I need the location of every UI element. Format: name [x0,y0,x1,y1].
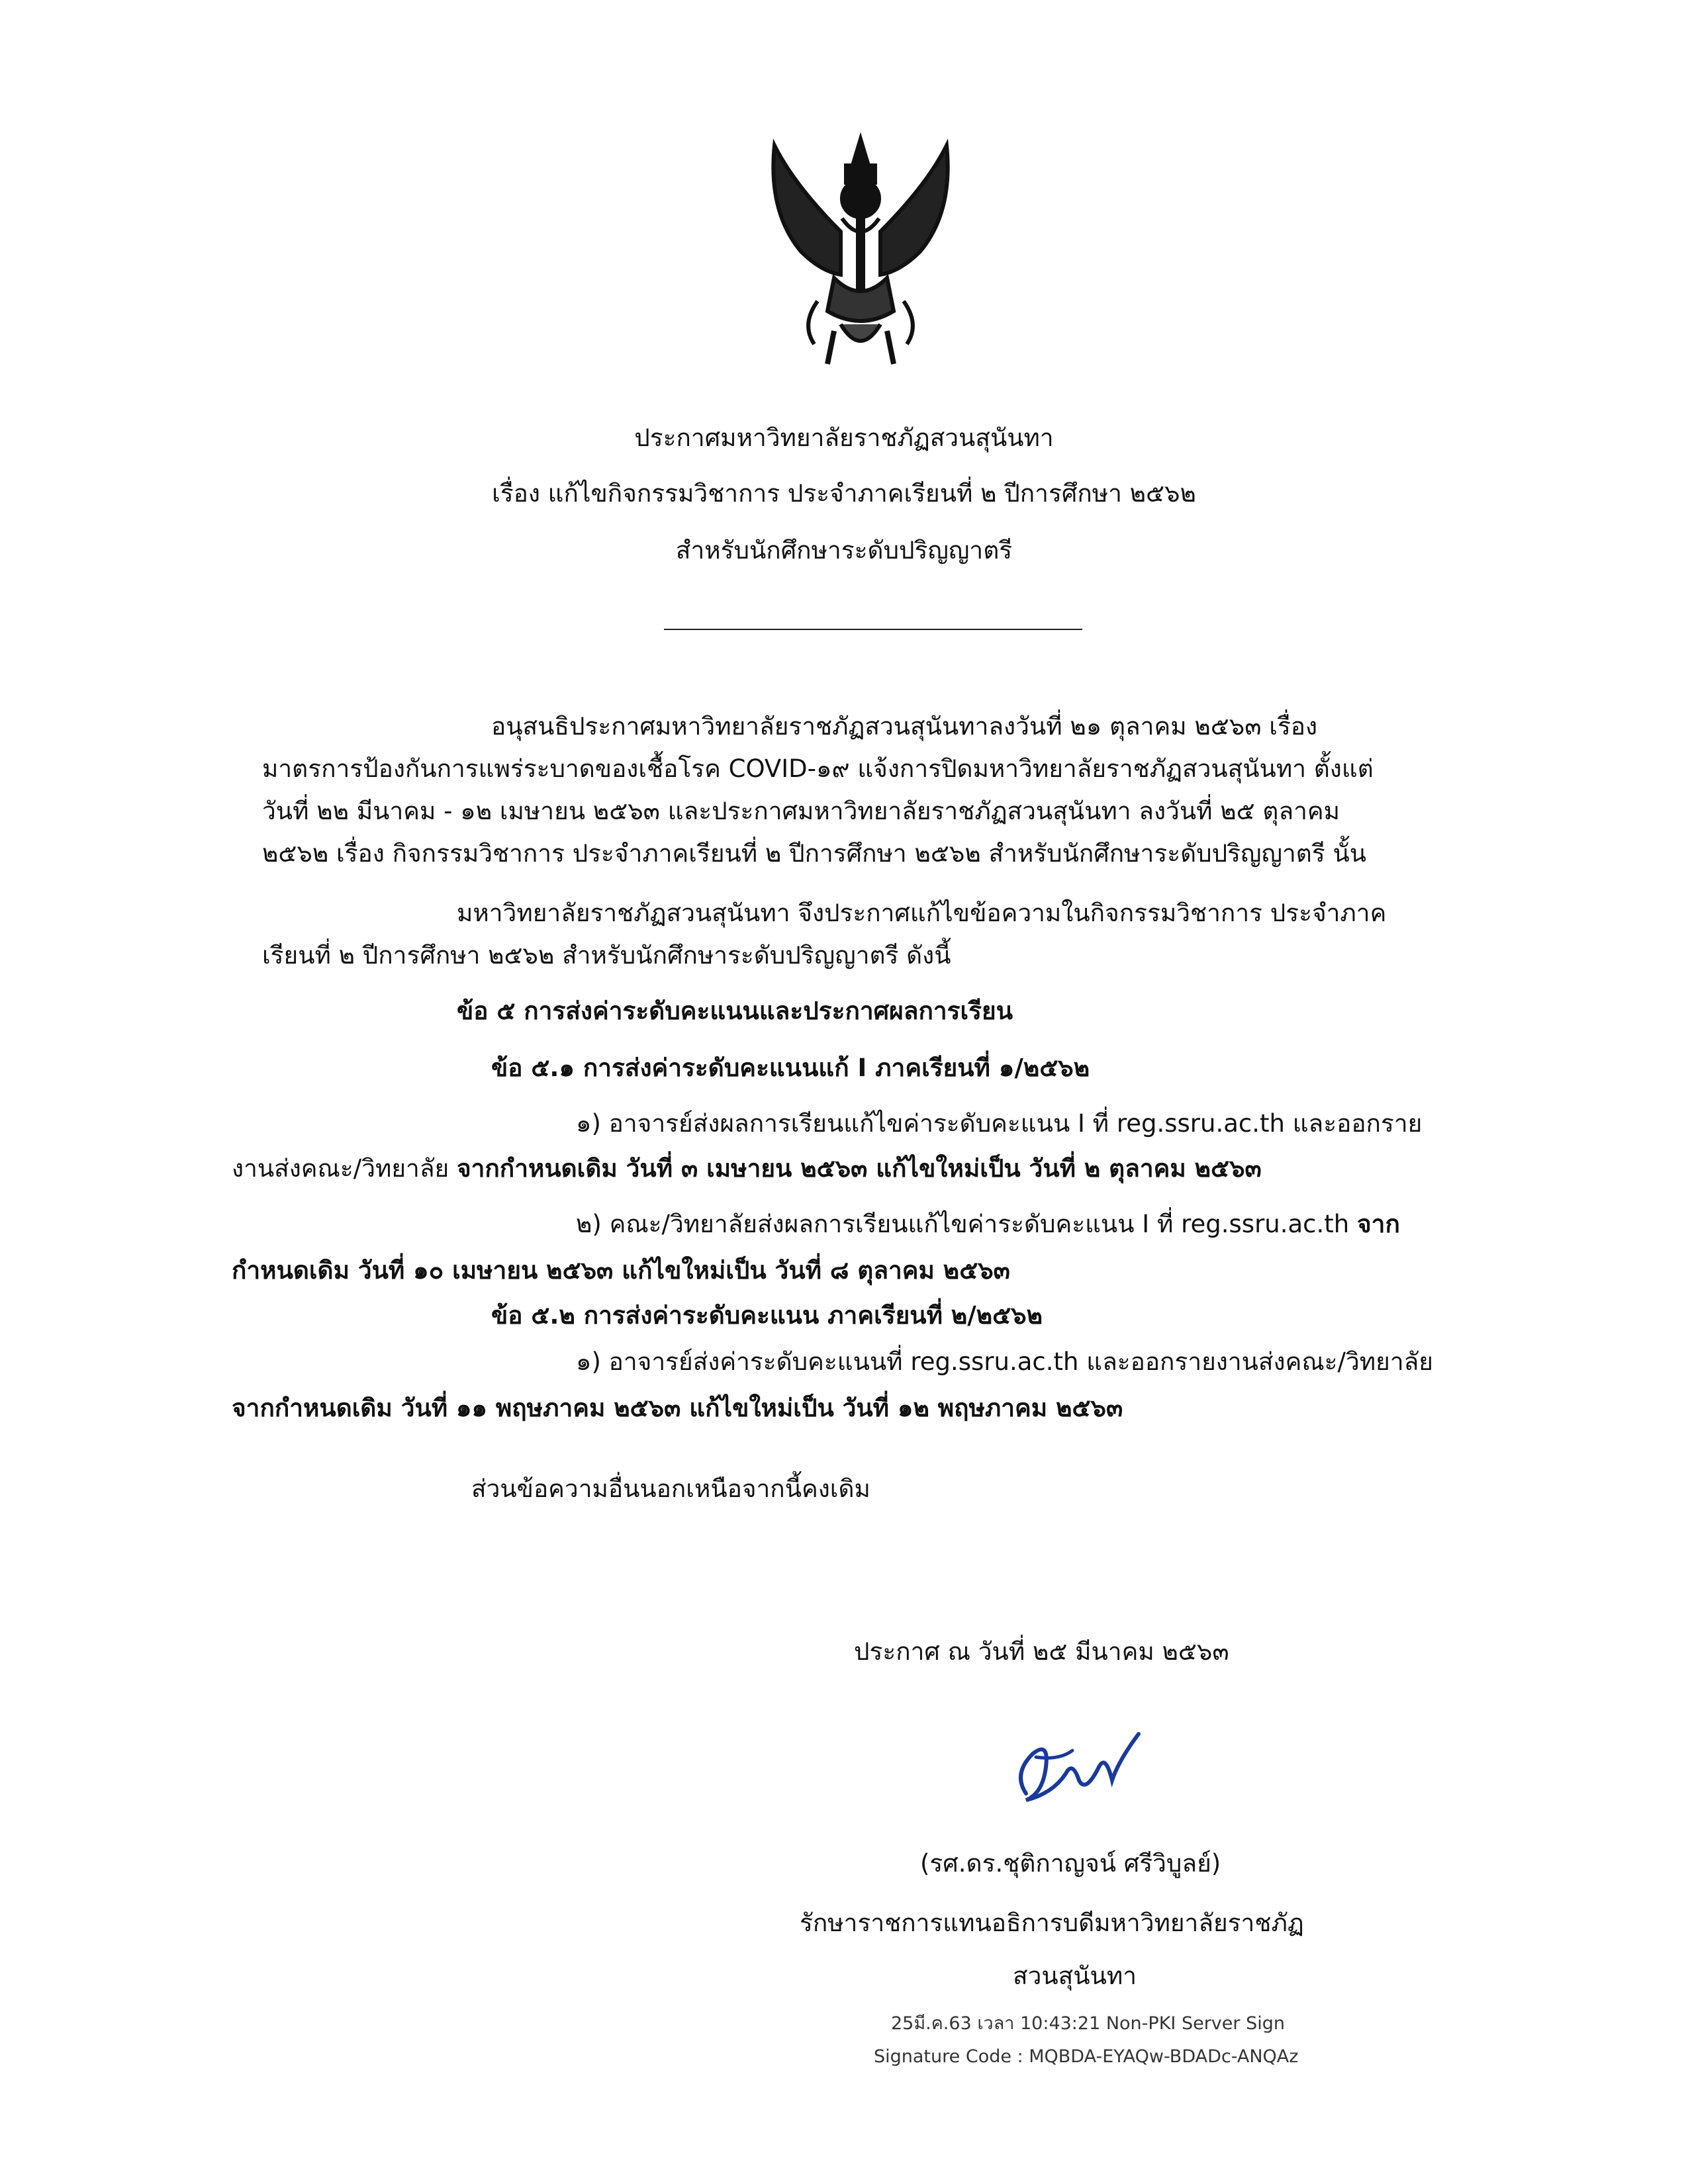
closing-statement: ส่วนข้อความอื่นนอกเหนือจากนี้คงเดิม [471,1475,870,1503]
paragraph-1-line-1: อนุสนธิประกาศมหาวิทยาลัยราชภัฏสวนสุนันทาลงวันที่ ๒๑ ตุลาคม ๒๕๖๓ เรื่อง [491,712,1318,741]
garuda-emblem-icon [755,132,966,371]
signer-name: (รศ.ดร.ชุติกาญจน์ ศรีวิบูลย์) [920,1849,1221,1878]
section-5-1-item-1-prefix: งานส่งคณะ/วิทยาลัย [232,1154,457,1183]
header-divider [664,629,1082,630]
section-5-2-item-1-line-1: ๑) อาจารย์ส่งค่าระดับคะแนนที่ reg.ssru.ac.th และออกรายงานส่งคณะ/วิทยาลัย [576,1347,1433,1376]
announcement-title: ประกาศมหาวิทยาลัยราชภัฏสวนสุนันทา [634,424,1054,452]
announcement-audience: สำหรับนักศึกษาระดับปริญญาตรี [675,536,1013,565]
paragraph-2-line-1: มหาวิทยาลัยราชภัฏสวนสุนันทา จึงประกาศแก้ไขข้อความในกิจกรรมวิชาการ ประจำภาค [457,899,1387,927]
announcement-subject: เรื่อง แก้ไขกิจกรรมวิชาการ ประจำภาคเรียนที่ ๒ ปีการศึกษา ๒๕๖๒ [492,479,1196,508]
section-5-1-item-2-line-2: กำหนดเดิม วันที่ ๑๐ เมษายน ๒๕๖๓ แก้ไขใหม่เป็น วันที่ ๘ ตุลาคม ๒๕๖๓ [232,1256,1010,1285]
signature-code: Signature Code : MQBDA-EYAQw-BDADc-ANQAz [874,2046,1299,2067]
section-5-1-item-1-line-2 [232,1152,1262,1186]
section-5-1-item-1-line-1: ๑) อาจารย์ส่งผลการเรียนแก้ไขค่าระดับคะแนน I ที่ reg.ssru.ac.th และออกราย [576,1109,1423,1138]
paragraph-1-line-2: มาตรการป้องกันการแพร่ระบาดของเชื้อโรค COVID-๑๙ แจ้งการปิดมหาวิทยาลัยราชภัฏสวนสุนันทา ตั้งแต่ [262,754,1374,783]
signer-title-line-1: รักษาราชการแทนอธิการบดีมหาวิทยาลัยราชภัฏ [800,1909,1304,1937]
section-5-1-heading: ข้อ ๕.๑ การส่งค่าระดับคะแนนแก้ I ภาคเรียนที่ ๑/๒๕๖๒ [491,1054,1090,1082]
paragraph-2-line-2: เรียนที่ ๒ ปีการศึกษา ๒๕๖๒ สำหรับนักศึกษาระดับปริญญาตรี ดังนี้ [262,941,951,970]
announcement-date: ประกาศ ณ วันที่ ๒๕ มีนาคม ๒๕๖๓ [854,1637,1229,1666]
section-5-2-item-1-line-2: จากกำหนดเดิม วันที่ ๑๑ พฤษภาคม ๒๕๖๓ แก้ไขใหม่เป็น วันที่ ๑๒ พฤษภาคม ๒๕๖๓ [232,1394,1123,1422]
signer-title-line-2: สวนสุนันทา [1013,1962,1137,1990]
sign-timestamp: 25มี.ค.63 เวลา 10:43:21 Non-PKI Server Sign [891,2013,1285,2034]
section-5-heading: ข้อ ๕ การส่งค่าระดับคะแนนและประกาศผลการเรียน [457,997,1013,1025]
handwritten-signature [986,1694,1165,1827]
section-5-2-heading: ข้อ ๕.๒ การส่งค่าระดับคะแนน ภาคเรียนที่ ๒/๒๕๖๒ [491,1301,1043,1330]
section-5-1-item-2-text: ๒) คณะ/วิทยาลัยส่งผลการเรียนแก้ไขค่าระดับคะแนน I ที่ reg.ssru.ac.th [576,1210,1357,1238]
paragraph-1-line-4: ๒๕๖๒ เรื่อง กิจกรรมวิชาการ ประจำภาคเรียนที่ ๒ ปีการศึกษา ๒๕๖๒ สำหรับนักศึกษาระดับปริญญาตรี นั้น [262,839,1367,868]
section-5-1-item-2-from: จาก [1357,1210,1400,1238]
section-5-1-item-2-line-1 [576,1207,1400,1242]
section-5-1-item-1-dates: จากกำหนดเดิม วันที่ ๓ เมษายน ๒๕๖๓ แก้ไขใหม่เป็น วันที่ ๒ ตุลาคม ๒๕๖๓ [456,1154,1262,1183]
paragraph-1-line-3: วันที่ ๒๒ มีนาคม - ๑๒ เมษายน ๒๕๖๓ และประกาศมหาวิทยาลัยราชภัฏสวนสุนันทา ลงวันที่ ๒๕ ตุลาคม [262,797,1340,825]
